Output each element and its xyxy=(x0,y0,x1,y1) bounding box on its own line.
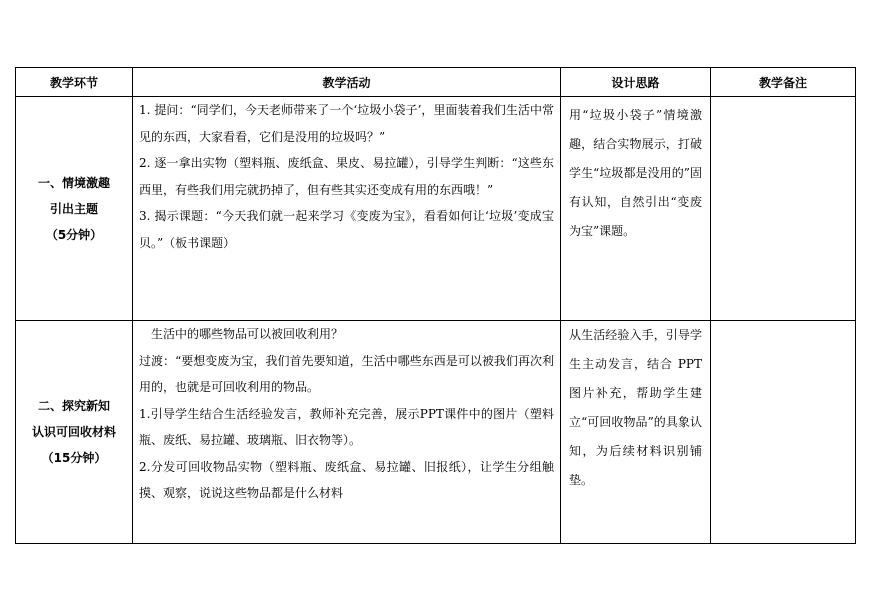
stage-subtitle: 引出主题 xyxy=(49,201,98,216)
activity-item: 生活中的哪些物品可以被回收利用？ xyxy=(139,327,344,341)
activity-item: 2.分发可回收物品实物（塑料瓶、废纸盒、易拉罐、旧报纸），让学生分组触摸、观察，说说这些物品都是什么材料 xyxy=(139,459,554,500)
stage-cell xyxy=(16,97,133,321)
header-activities: 教学活动 xyxy=(133,68,561,97)
activities-cell xyxy=(133,97,561,321)
stage-title: 二、探究新知 xyxy=(37,399,110,413)
header-row xyxy=(16,68,856,97)
header-design: 设计思路 xyxy=(561,68,711,97)
lesson-plan-table xyxy=(15,67,856,544)
header-stage: 教学环节 xyxy=(16,68,133,97)
activity-item: 过渡：“要想变废为宝，我们首先要知道，生活中哪些东西是可以被我们再次利用的，也就是可回收利用的物品。 xyxy=(139,353,554,394)
table-row xyxy=(16,321,856,544)
notes-cell xyxy=(711,321,856,544)
header-notes: 教学备注 xyxy=(711,68,856,97)
activity-item: 1. 提问：“同学们，今天老师带来了一个‘垃圾小袋子’，里面装着我们生活中常见的东西，大家看看，它们是没用的垃圾吗？” xyxy=(139,103,554,144)
activity-item: 2. 逐一拿出实物（塑料瓶、废纸盒、果皮、易拉罐），引导学生判断：“这些东西里，有些我们用完就扔掉了，但有些其实还变成有用的东西哦！” xyxy=(139,156,554,197)
stage-title: 一、情境激趣 xyxy=(37,175,110,190)
design-text: 用“垃圾小袋子”情境激趣，结合实物展示，打破学生“垃圾都是没用的”固有认知，自然引出“变废为宝”课题。 xyxy=(569,108,702,238)
activity-item: 3. 揭示课题：“今天我们就一起来学习《变废为宝》，看看如何让‘垃圾’变成宝贝。”（板书课题） xyxy=(139,209,554,250)
design-cell xyxy=(561,321,711,544)
stage-duration: （15分钟） xyxy=(41,451,107,465)
stage-duration: （5分钟） xyxy=(45,227,103,242)
activity-item: 1.引导学生结合生活经验发言，教师补充完善，展示PPT课件中的图片（塑料瓶、废纸、易拉罐、玻璃瓶、旧衣物等）。 xyxy=(139,406,554,447)
notes-cell xyxy=(711,97,856,321)
stage-subtitle: 认识可回收材料 xyxy=(31,425,116,439)
activities-cell xyxy=(133,321,561,544)
design-text: 从生活经验入手，引导学生主动发言，结合 PPT 图片补充，帮助学生建立“可回收物品”的具象认知，为后续材料识别铺垫。 xyxy=(569,328,702,487)
table-row xyxy=(16,97,856,321)
design-cell xyxy=(561,97,711,321)
stage-cell xyxy=(16,321,133,544)
